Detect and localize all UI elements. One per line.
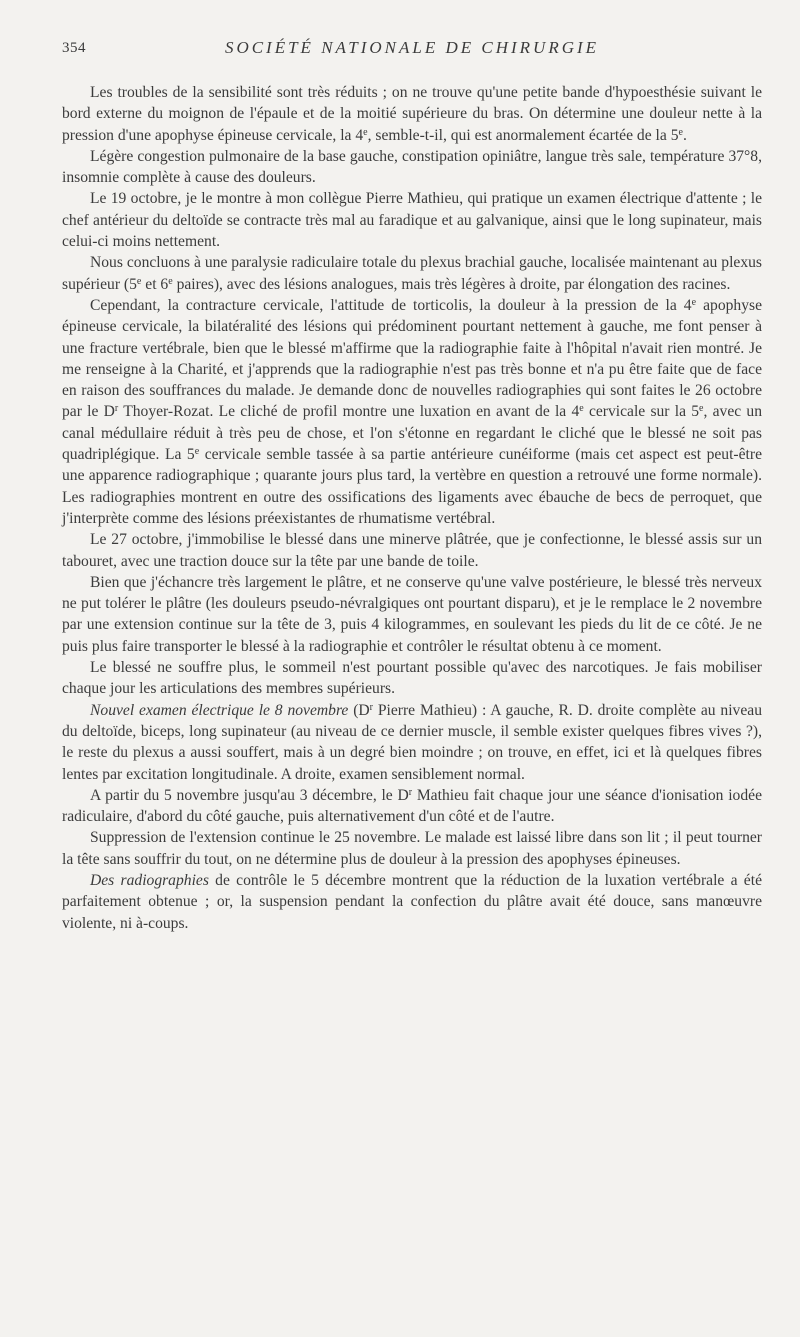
paragraph-congestion: Légère congestion pulmonaire de la base gauche, constipation opiniâtre, langue très sale, température 37°8, insomnie complète à cause des douleurs. — [62, 147, 762, 187]
text-segment: Cependant, la contracture cervicale, l'attitude de torticolis, la douleur à la pression de la 4 — [90, 296, 692, 314]
superscript: e — [699, 403, 704, 415]
paragraph-suppression: Suppression de l'extension continue le 25 novembre. Le malade est laissé libre dans son lit ; il peut tourner la tête sans souffrir du tout, on ne détermine plus de douleur à la pression des apophyses épineuses. — [62, 829, 762, 868]
text-segment: cervicale sur la 5 — [583, 403, 700, 421]
running-head — [62, 38, 762, 62]
text-segment: cervicale semble tassée à sa partie antérieure cunéiforme (mais cet aspect est peut-être une apparence radiographique ; quarante jours plus tard, la vertèbre en question a retrouvé une forme normale). Les radiographies montrent en outre des ossifications des ligaments avec ébauche de becs de perroquet, que j'interprète comme des lésions préexistantes de rhumatisme vertébral. — [62, 446, 762, 527]
superscript: r — [369, 701, 374, 713]
text-segment: apophyse épineuse cervicale, la bilatéralité des lésions qui prédominent pourtant nettement à gauche, me font penser à une fracture vertébrale, bien que le blessé m'affirme que la radiographie faite à l'hôpital n'avait rien montré. Je me renseigne à la Charité, et j'apprends que la radiographie n'est pas très bonne et n'a pu être faite que de face en raison des souffrances du malade. Je demande donc de nouvelles radiographies qui sont faites le 26 octobre par le D — [62, 296, 762, 421]
text-segment: , avec un canal médullaire réduit à très peu de chose, et l'on s'étonne en regardant le cliché que le blessé ne soit pas quadriplégique. La 5 — [62, 403, 763, 464]
page-number: 354 — [62, 40, 86, 56]
superscript: e — [168, 275, 173, 287]
italic-lead: Nouvel examen électrique le 8 novembre — [90, 701, 349, 719]
paragraph-examen-electrique — [62, 700, 762, 785]
paragraph-19-octobre: Le 19 octobre, je le montre à mon collègue Pierre Mathieu, qui pratique un examen électrique d'attente ; le chef antérieur du deltoïde se contracte très mal au faradique et au galvanique, ainsi que le long supinateur, mais celui-ci moins nettement. — [62, 190, 762, 251]
text-segment: et 6 — [141, 275, 169, 293]
superscript: e — [363, 126, 368, 138]
text-segment: Mathieu fait chaque jour une séance d'ionisation iodée radiculaire, d'abord du côté gauche, puis alternativement d'un côté et de l'autre. — [62, 786, 762, 826]
text-segment: Pierre Mathieu) : A gauche, R. D. droite complète au niveau du deltoïde, biceps, long supinateur (au niveau de ce dernier muscle, il semble exister quelques fibres vives ?), le reste du plexus a aussi souffert, mais à un degré bien moindre ; on trouve, en effet, ici et là quelques fibres lentes par excitation longitudinale. A droite, examen sensiblement normal. — [62, 701, 762, 783]
text-segment: A partir du 5 novembre jusqu'au 3 décembre, le D — [90, 786, 409, 804]
superscript: r — [114, 403, 119, 415]
text-segment: de contrôle le 5 décembre montrent que la réduction de la luxation vertébrale a été parfaitement obtenue ; or, la suspension pendant la confection du plâtre avait été douce, sans manœuvre violente, ni à-coups. — [62, 871, 762, 932]
paragraph-narcotiques: Le blessé ne souffre plus, le sommeil n'est pourtant possible qu'avec des narcotiques. Je fais mobiliser chaque jour les articulations des membres supérieurs. — [62, 659, 762, 698]
text-segment: paires), avec des lésions analogues, mais très légères à droite, par élongation des racines. — [172, 275, 731, 293]
body-text — [62, 82, 762, 934]
superscript: r — [408, 786, 413, 798]
text-segment: (D — [348, 701, 370, 719]
text-segment: . — [682, 126, 687, 144]
paragraph-platre: Bien que j'échancre très largement le plâtre, et ne conserve qu'une valve postérieure, le blessé très nerveux ne put tolérer le plâtre (les douleurs pseudo-névralgiques ont pourtant disparu), et je le remplace le 2 novembre par une extension continue sur la tête de 3, puis 4 kilogrammes, en soulevant les pieds du lit de ce côté. Je ne puis plus faire transporter le blessé à la radiographie et contrôler le résultat obtenu à ce moment. — [62, 573, 762, 655]
paragraph-27-octobre: Le 27 octobre, j'immobilise le blessé dans une minerve plâtrée, que je confectionne, le blessé assis sur un tabouret, avec une traction douce sur la tête par une bande de toile. — [62, 531, 762, 570]
text-segment: Nous concluons à une paralysie radiculaire totale du plexus brachial gauche, localisée maintenant au plexus supérieur (5 — [62, 254, 762, 293]
superscript: e — [691, 296, 697, 308]
paragraph-controle — [62, 870, 762, 934]
text-segment: Les troubles de la sensibilité sont très réduits ; on ne trouve qu'une petite bande d'hypoesthésie suivant le bord externe du moignon de l'épaule et de la moitié supérieure du bras. On détermine une douleur nette à la pression d'une apophyse épineuse cervicale, la 4 — [62, 84, 762, 144]
superscript: e — [194, 446, 200, 458]
paragraph-sensibilite — [62, 82, 762, 146]
text-segment: , semble-t-il, qui est anormalement écartée de la 5 — [367, 126, 679, 144]
italic-lead: Des radiographies — [90, 871, 209, 889]
journal-title: SOCIÉTÉ NATIONALE DE CHIRURGIE — [224, 38, 600, 57]
paragraph-ionisation — [62, 785, 762, 828]
superscript: e — [136, 275, 142, 287]
superscript: e — [579, 403, 584, 415]
text-segment: Thoyer-Rozat. Le cliché de profil montre une luxation en avant de la 4 — [118, 403, 580, 421]
paragraph-radiographies — [62, 295, 762, 529]
superscript: e — [678, 126, 683, 138]
paragraph-conclusion — [62, 252, 762, 295]
